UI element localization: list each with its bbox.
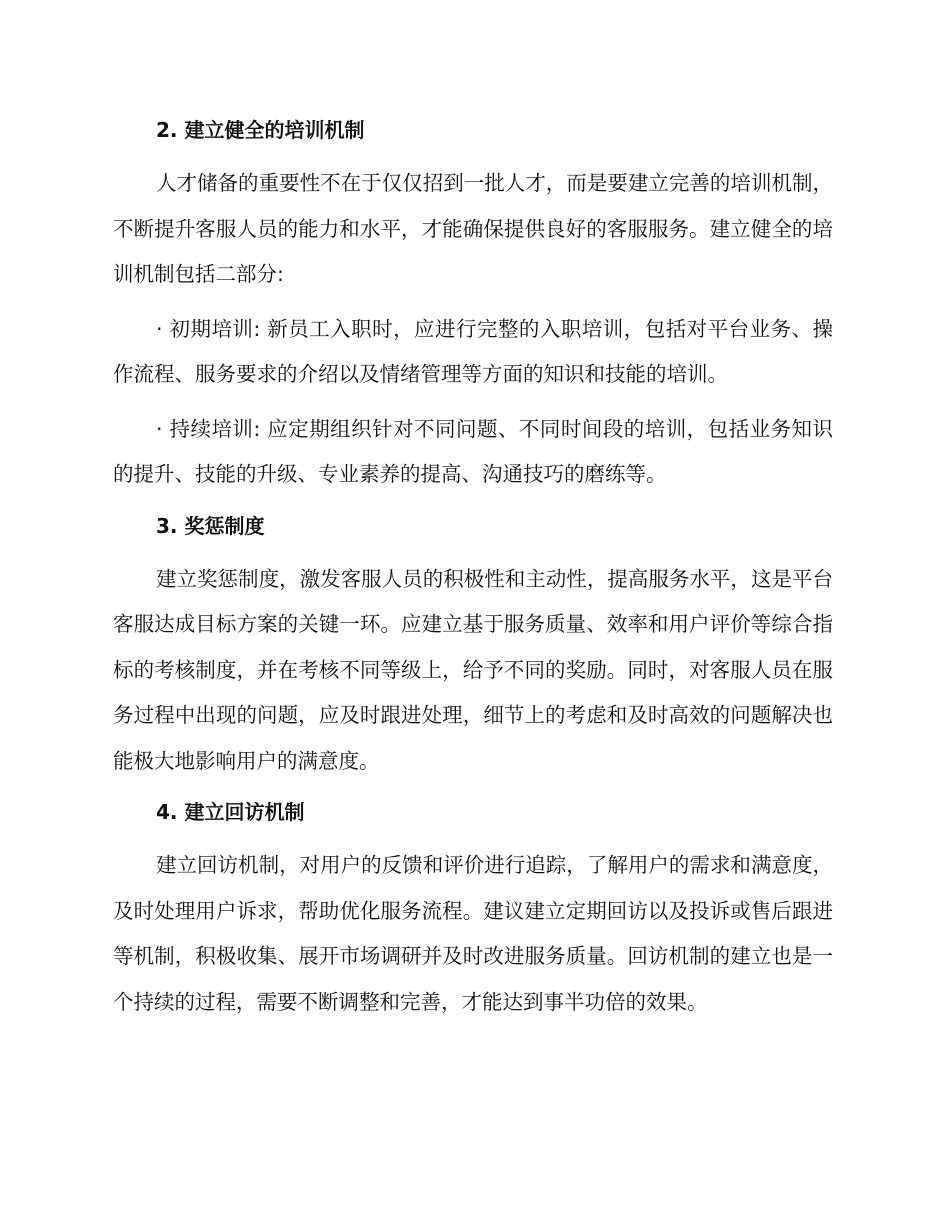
paragraph-rewards: 建立奖惩制度，激发客服人员的积极性和主动性，提高服务水平，这是平台客服达成目标方案的关键一环。应建立基于服务质量、效率和用户评价等综合指标的考核制度，并在考核不同等级上，给予不同的奖励。同时，对客服人员在服务过程中出现的问题，应及时跟进处理，细节上的考虑和及时高效的问题解决也能极大地影响用户的满意度。 bbox=[113, 566, 833, 773]
paragraph-training-intro: 人才储备的重要性不在于仅仅招到一批人才，而是要建立完善的培训机制，不断提升客服人员的能力和水平，才能确保提供良好的客服服务。建立健全的培训机制包括二部分: bbox=[113, 171, 833, 286]
section-heading-rewards: 3. 奖惩制度 bbox=[156, 513, 265, 538]
list-item-continuous-training: · 持续培训: 应定期组织针对不同问题、不同时间段的培训，包括业务知识的提升、技能的升级、专业素养的提高、沟通技巧的磨练等。 bbox=[113, 416, 833, 486]
section-heading-followup: 4. 建立回访机制 bbox=[156, 800, 305, 824]
paragraph-followup: 建立回访机制，对用户的反馈和评价进行追踪，了解用户的需求和满意度，及时处理用户诉求，帮助优化服务流程。建议建立定期回访以及投诉或售后跟进等机制，积极收集、展开市场调研并及时改进服务质量。回访机制的建立也是一个持续的过程，需要不断调整和完善，才能达到事半功倍的效果。 bbox=[113, 853, 833, 1014]
list-item-initial-training: · 初期培训: 新员工入职时，应进行完整的入职培训，包括对平台业务、操作流程、服务要求的介绍以及情绪管理等方面的知识和技能的培训。 bbox=[113, 316, 833, 386]
section-heading-training: 2. 建立健全的培训机制 bbox=[156, 118, 365, 142]
document-body bbox=[113, 108, 833, 1025]
